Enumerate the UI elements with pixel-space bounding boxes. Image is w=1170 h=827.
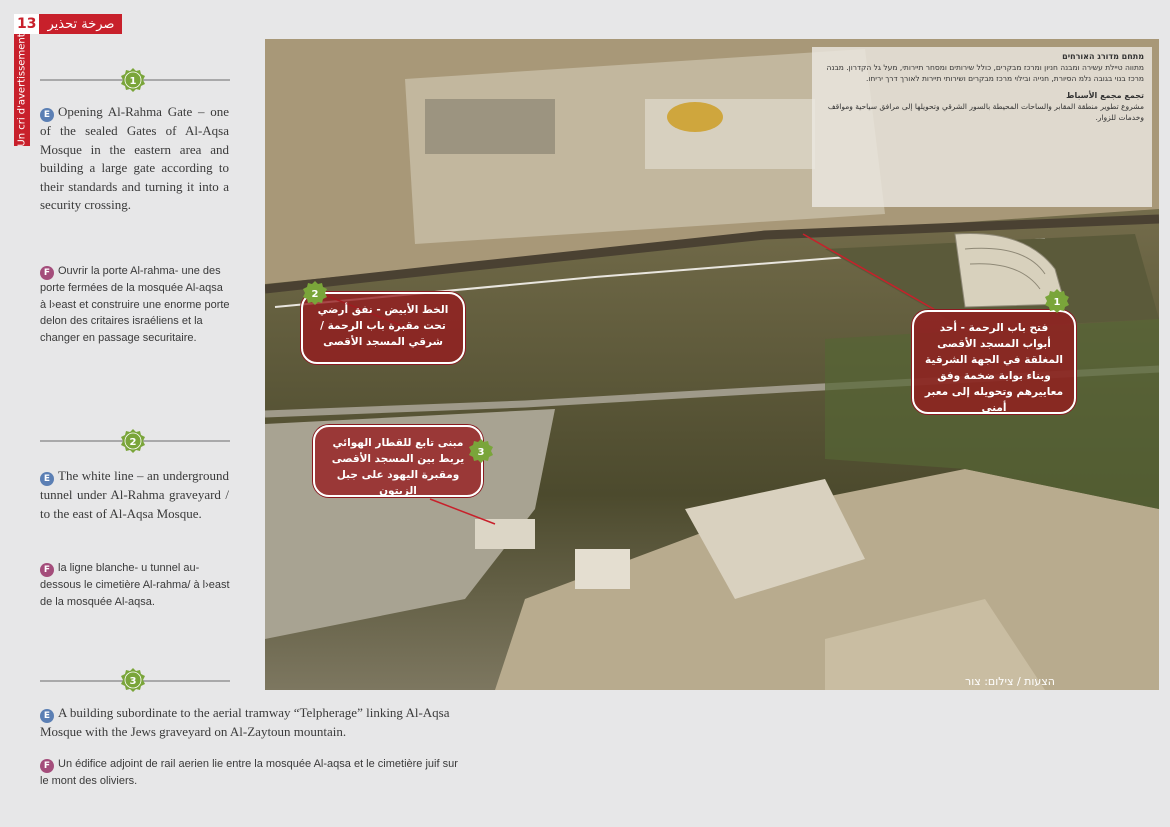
section-badge-2-icon: [121, 429, 145, 453]
page-header-tab: [14, 14, 122, 34]
english-marker-icon: E: [40, 472, 54, 486]
callout-badge-2-icon: [303, 281, 327, 305]
dome-of-the-rock-icon: [667, 102, 723, 132]
section-1-french-text: Ouvrir la porte Al-rahma- une des porte fermées de la mosquée Al-aqsa à l›east et construire une enorme porte delon des critaires israéliens et la changer en passage securitaire.: [40, 265, 230, 344]
section-2-english: [40, 467, 229, 523]
section-2-english-text: The white line – an underground tunnel under Al-Rahma graveyard / to the east of Al-Aqsa Mosque.: [40, 468, 229, 521]
section-badge-3-icon: [121, 668, 145, 692]
section-2-french-text: la ligne blanche- u tunnel au-dessous le cimetière Al-rahma/ à l›east de la mosquée Al-aqsa.: [40, 562, 230, 608]
callout-3-text: مبنى تابع للقطار الهوائي يربط بين المسجد الأقصى ومقبرة اليهود على جبل الزيتون: [331, 437, 465, 497]
section-1-french: [40, 263, 230, 346]
section-3-english: [40, 704, 460, 742]
page-number: 13: [14, 14, 39, 34]
french-marker-icon: F: [40, 266, 54, 280]
callout-badge-3-number: 3: [477, 447, 485, 458]
info-heading-1: מתחם מדורג האורחים: [1062, 52, 1144, 61]
french-marker-icon: F: [40, 759, 54, 773]
section-3-french: [40, 756, 460, 790]
callout-badge-2-number: 2: [311, 289, 319, 300]
info-text-2: مشروع تطوير منطقة المقابر والساحات المحيطة بالسور الشرقي وتحويلها إلى مرافق سياحية ومواقف وخدمات للزوار.: [827, 102, 1144, 122]
section-badge-2-number: 2: [129, 437, 137, 448]
section-badge-1-number: 1: [129, 76, 137, 87]
section-2-french: [40, 560, 230, 610]
info-text-1: מתווה טיילת עשירה ומבנה חניון ומרכז מבקרים, כולל שירותים ומסחר תיירותי, מעל גל הקדרון. מבנה מרכז בנוי בגובה נלמ הסיורת, חנייה ובילוי מרכז מבקרים ושירותי תיירות לאורך דרך יריחו.: [826, 63, 1144, 83]
callout-2-text: الخط الأبيض - نفق أرضي تحت مقبرة باب الرحمة / شرقي المسجد الأقصى: [317, 304, 449, 348]
english-marker-icon: E: [40, 709, 54, 723]
overlay-info-box: [812, 47, 1152, 207]
vertical-title: Un cri d'avertissement: [16, 33, 28, 147]
section-badge-3-number: 3: [129, 676, 137, 687]
header-title-arabic: صرخة تحذير: [47, 16, 115, 32]
french-marker-icon: F: [40, 563, 54, 577]
section-3-french-text: Un édifice adjoint de rail aerien lie entre la mosquée Al-aqsa et le cimetière juif sur le mont des oliviers.: [40, 758, 458, 787]
english-marker-icon: E: [40, 108, 54, 122]
section-badge-1-icon: [121, 68, 145, 92]
section-1-english: [40, 103, 229, 215]
section-3-english-text: A building subordinate to the aerial tramway “Telpherage” linking Al-Aqsa Mosque with the Jews graveyard on Al-Zaytoun mountain.: [40, 705, 450, 739]
section-1-english-text: Opening Al-Rahma Gate – one of the sealed Gates of Al-Aqsa Mosque in the eastern area and building a large gate according to their standards and turning it into a security crossing.: [40, 104, 229, 213]
callout-3: [313, 425, 483, 497]
photo-credit: הצעות / צילום: צור: [965, 675, 1055, 688]
callout-1-text: فتح باب الرحمة - أحد أبواب المسجد الأقصى المغلقة في الجهة الشرقية وبناء بوابة ضخمة وفق معاييرهم وتحويله إلى معبر أمني: [924, 322, 1064, 414]
aerial-photo: [265, 39, 1159, 690]
callout-1: [912, 310, 1076, 414]
callout-badge-1-number: 1: [1053, 297, 1061, 308]
callout-badge-3-icon: [469, 439, 493, 463]
callout-badge-1-icon: [1045, 289, 1069, 313]
info-heading-2: تجمع مجمع الأسباط: [1066, 91, 1144, 100]
